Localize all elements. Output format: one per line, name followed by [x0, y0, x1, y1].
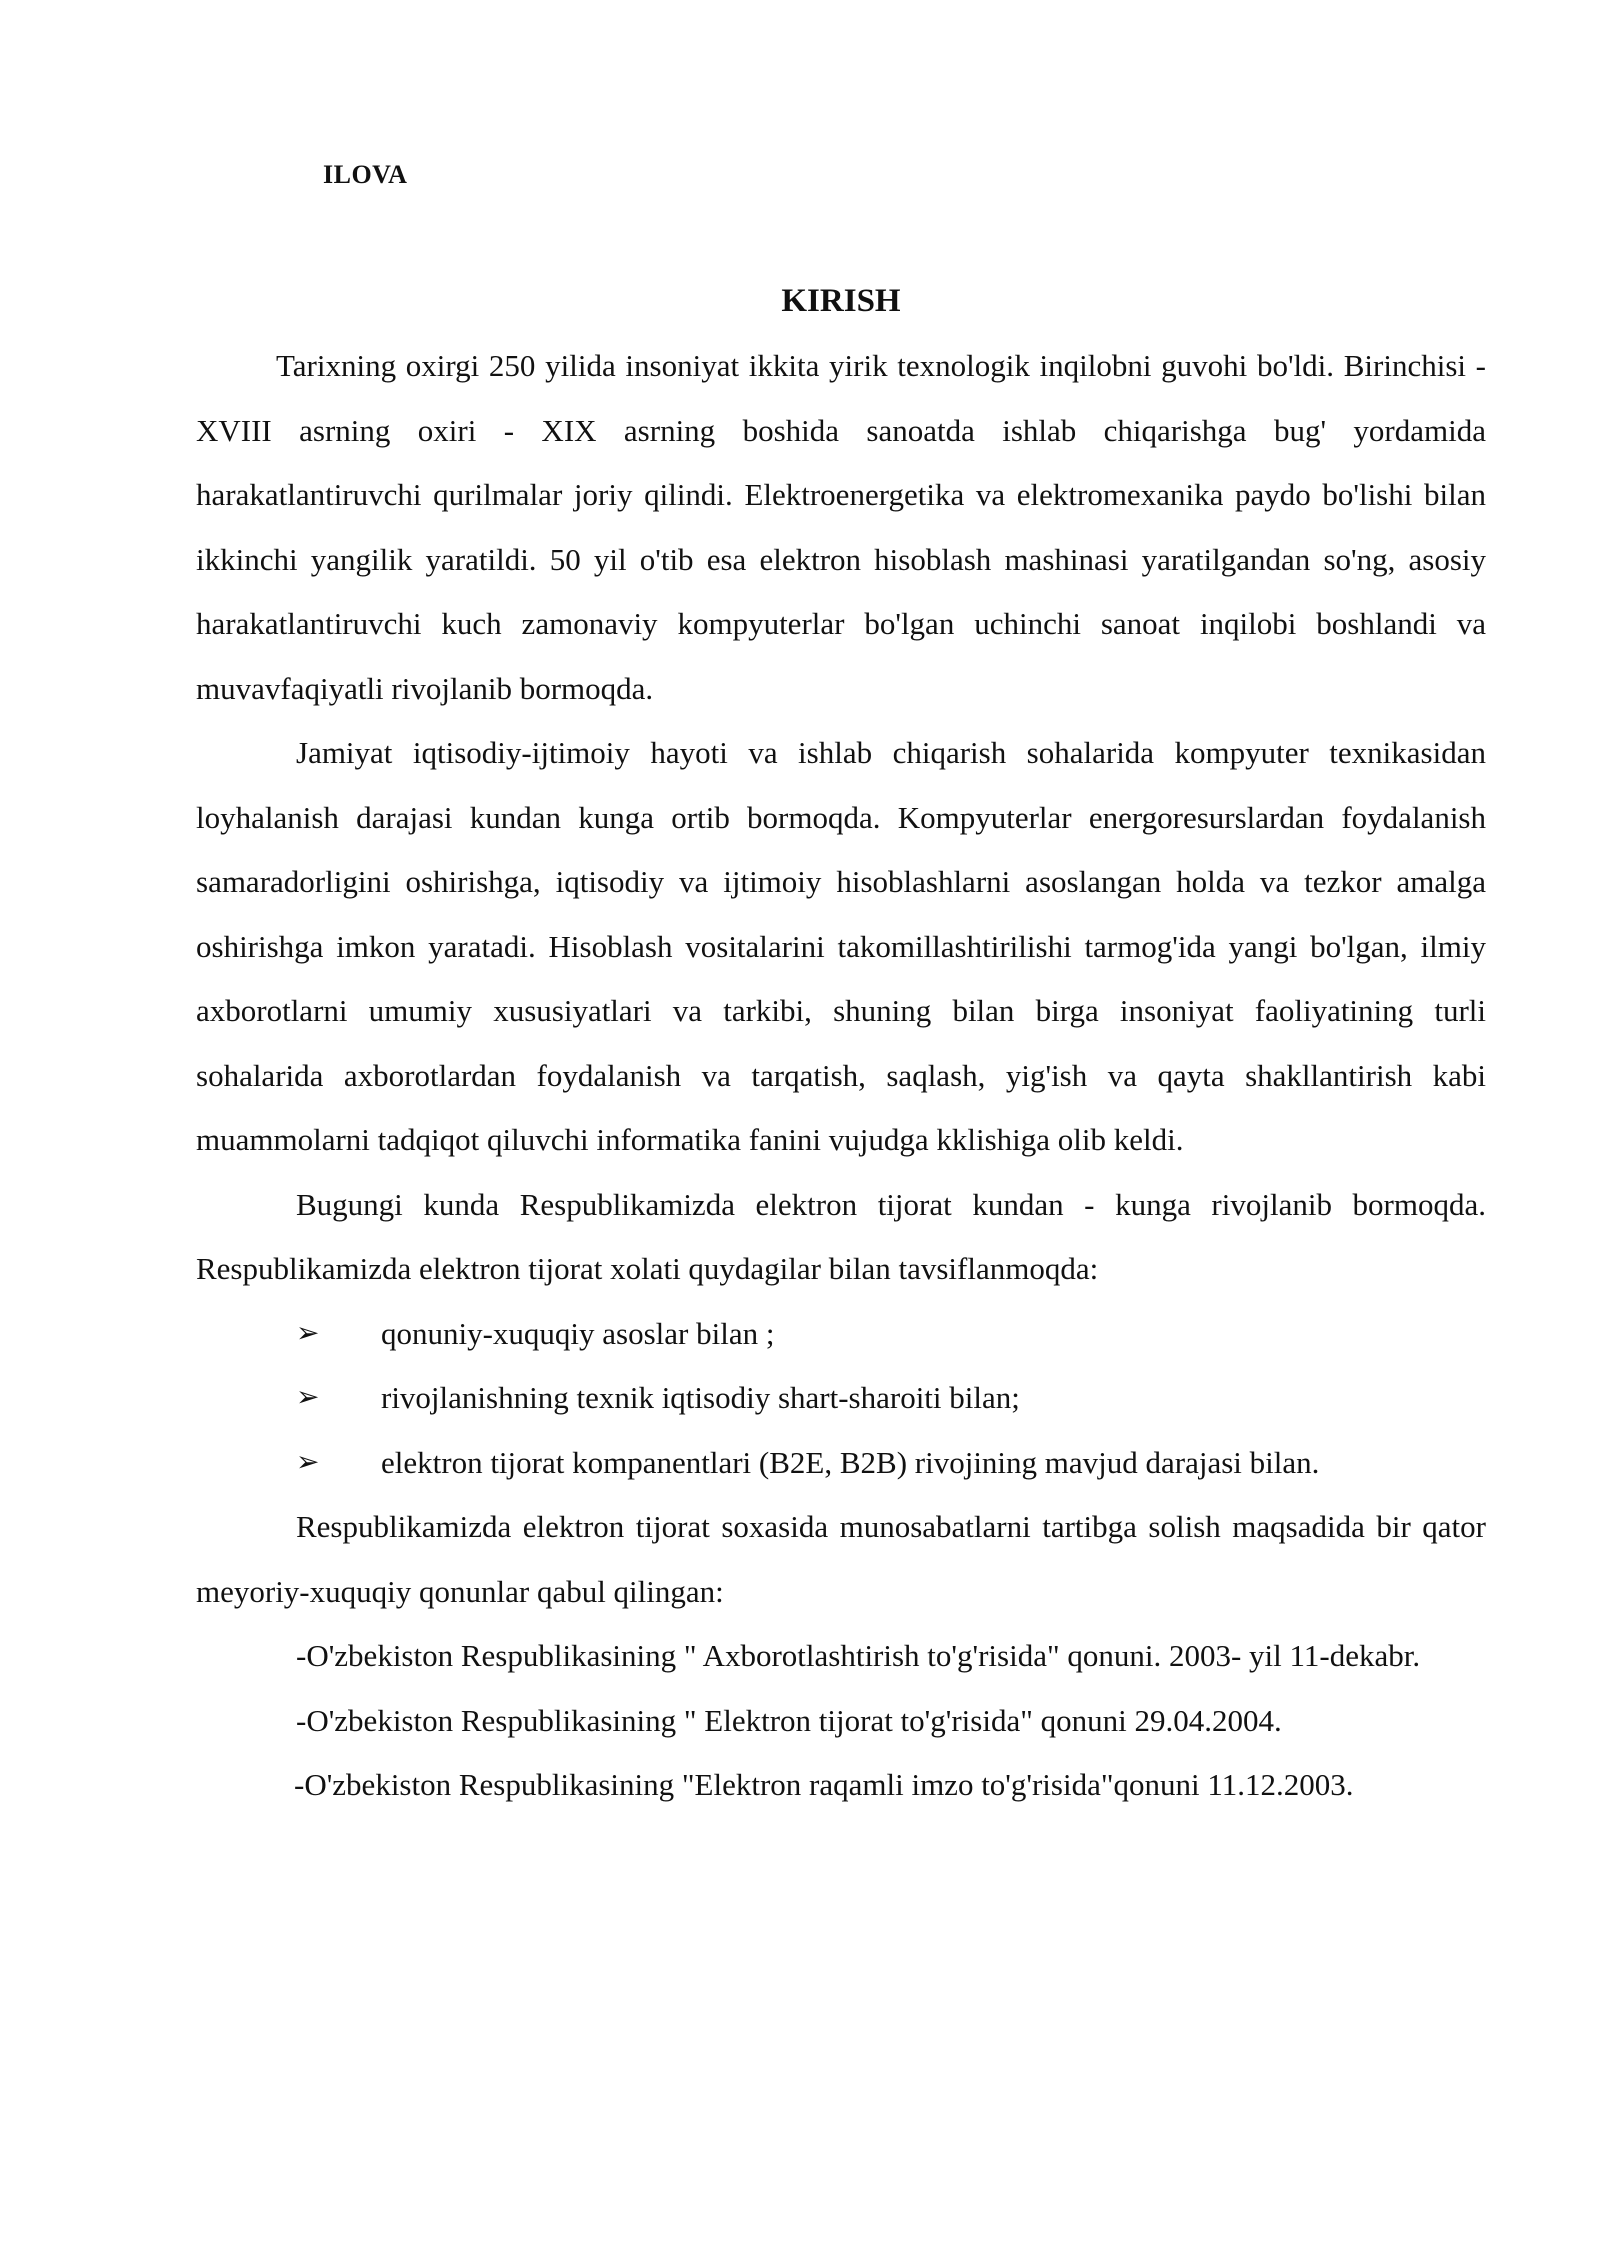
document-body — [196, 334, 1486, 1818]
list-item-text: elektron tijorat kompanentlari (B2E, B2B) rivojining mavjud darajasi bilan. — [381, 1444, 1320, 1480]
arrow-bullet-icon: ➢ — [296, 1317, 320, 1349]
arrow-bullet-icon: ➢ — [296, 1382, 320, 1413]
paragraph-ecommerce: Bugungi kunda Respublikamizda elektron tijorat kundan - kunga rivojlanib bormoqda. Respublikamizda elektron tijorat xolati quydagilar bilan tavsiflanmoqda: — [196, 1186, 1486, 1286]
page-title: KIRISH — [781, 283, 901, 319]
list-item — [196, 1431, 1486, 1496]
list-item-text: qonuniy-xuquqiy asoslar bilan ; — [381, 1315, 775, 1351]
paragraph-intro: Tarixning oxirgi 250 yilida insoniyat ikkita yirik texnologik inqilobni guvohi bo'ldi. Birinchisi - XVIII asrning oxiri - XIX asrning boshida sanoatda ishlab chiqarishga bug' yordamida harakatlantiruvchi qurilmalar joriy qilindi. Elektroenergetika va elektromexanika paydo bo'lishi bilan ikkinchi yangilik yaratildi. 50 yil o'tib esa elektron hisoblash mashinasi yaratilgandan so'ng, asosiy harakatlantiruvchi kuch zamonaviy kompyuterlar bo'lgan uchinchi sanoat inqilobi boshlandi va muvavfaqiyatli rivojlanib bormoqda. — [196, 348, 1486, 706]
list-item-text: rivojlanishning texnik iqtisodiy shart-sharoiti bilan; — [381, 1380, 1020, 1415]
law-informatization: -O'zbekiston Respublikasining " Axborotlashtirish to'g'risida" qonuni. 2003- yil 11-dekabr. — [296, 1638, 1421, 1673]
law-ecommerce: -O'zbekiston Respublikasining " Elektron tijorat to'g'risida" qonuni 29.04.2004. — [296, 1702, 1282, 1738]
list-item — [196, 1302, 1486, 1367]
law-digital-signature: -O'zbekiston Respublikasining "Elektron raqamli imzo to'g'risida"qonuni 11.12.2003. — [294, 1767, 1354, 1802]
arrow-bullet-icon: ➢ — [296, 1446, 320, 1478]
paragraph-regulation: Respublikamizda elektron tijorat soxasida munosabatlarni tartibga solish maqsadida bir qator meyoriy-xuquqiy qonunlar qabul qilingan: — [196, 1509, 1486, 1609]
list-item — [196, 1366, 1486, 1431]
paragraph-society: Jamiyat iqtisodiy-ijtimoiy hayoti va ishlab chiqarish sohalarida kompyuter texnikasidan loyhalanish darajasi kundan kunga ortib bormoqda. Kompyuterlar energoresurslardan foydalanish samaradorligini oshirishga, iqtisodiy va ijtimoiy hisoblashlarni asoslangan holda va tezkor amalga oshirishga imkon yaratadi. Hisoblash vositalarini takomillashtirilishi tarmog'ida yangi bo'lgan, ilmiy axborotlarni umumiy xususiyatlari va tarkibi, shuning bilan birga insoniyat faoliyatining turli sohalarida axborotlardan foydalanish va tarqatish, saqlash, yig'ish va qayta shakllantirish kabi muammolarni tadqiqot qiluvchi informatika fanini vujudga kklishiga olib keldi. — [196, 735, 1486, 1157]
appendix-label: ILOVA — [323, 160, 408, 189]
